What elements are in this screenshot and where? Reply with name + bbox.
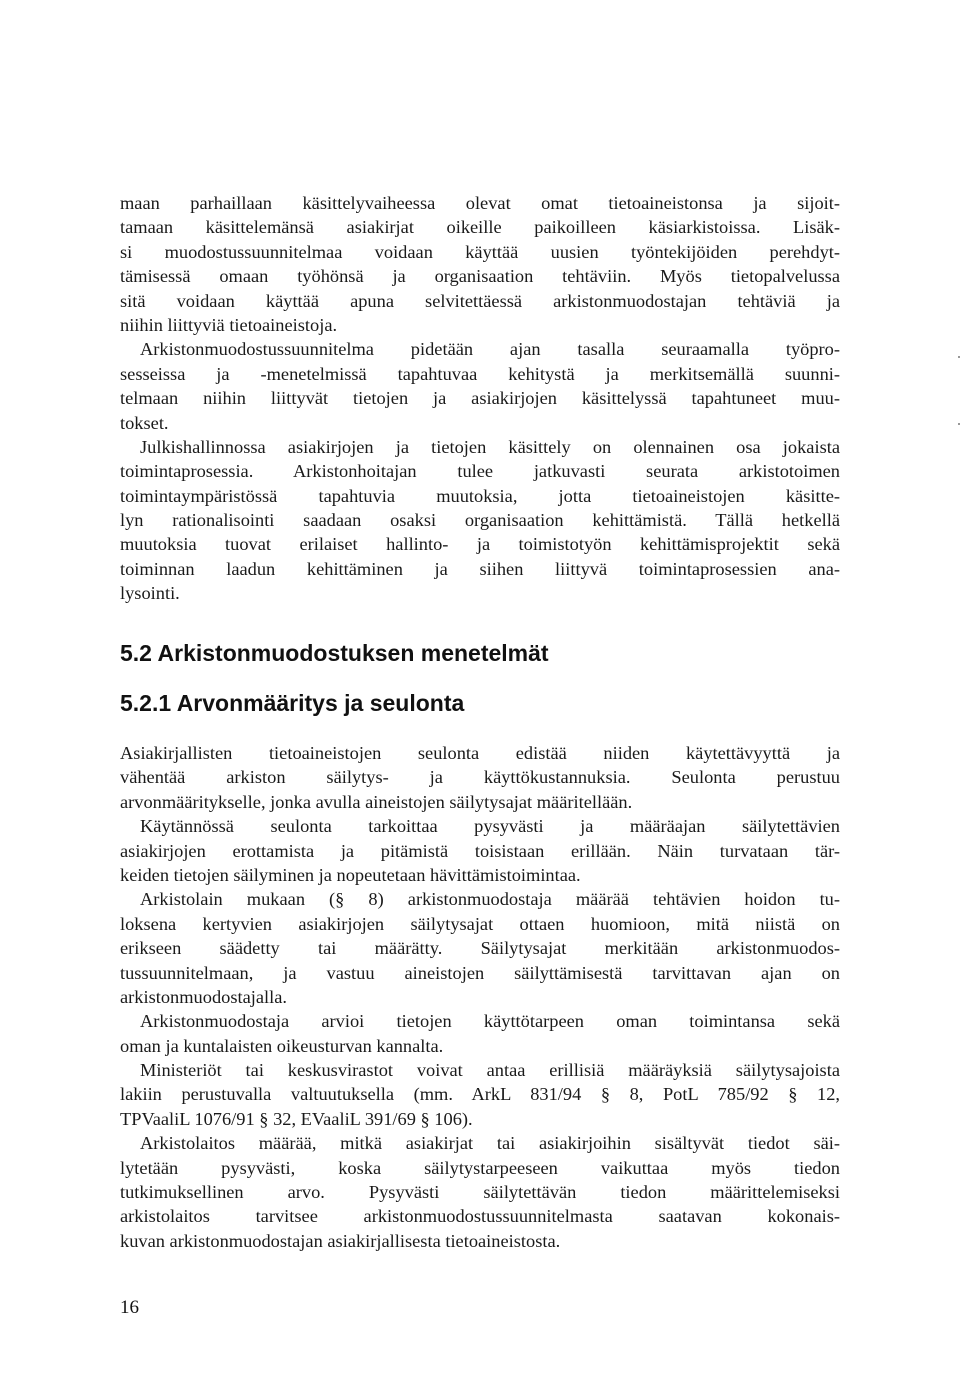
text-line: arkistonmuodostajalla.	[120, 986, 288, 1007]
text-line: telmaan niihin liittyvät tietojen ja asiakirjojen käsittelyssä tapahtuneet muu-	[120, 388, 840, 409]
text-line: tamaan käsittelemänsä asiakirjat oikeille paikoilleen käsiarkistoissa. Lisäk-	[120, 217, 840, 238]
text-line: niihin liittyviä tietoaineistoja.	[120, 314, 338, 335]
text-line: loksena kertyvien asiakirjojen säilytysajat ottaen huomioon, mitä niistä on	[120, 913, 840, 934]
text-line: vähentää arkiston säilytys- ja käyttökustannuksia. Seulonta perustuu	[120, 767, 840, 788]
text-line: toiminnan laadun kehittäminen ja siihen liittyvä toimintaprosessien ana-	[120, 558, 840, 579]
text-line: lyn rationalisointi saadaan osaksi organisaation kehittämistä. Tällä hetkellä	[120, 510, 840, 531]
paragraph	[120, 1058, 840, 1131]
text-line: tämisessä omaan työhönsä ja organisaation tehtäviin. Myös tietopalvelussa	[120, 266, 840, 287]
text-line: tutkimuksellinen arvo. Pysyvästi säilytettävän tiedon määrittelemiseksi	[120, 1182, 840, 1203]
paragraph	[120, 741, 840, 814]
text-line: lysointi.	[120, 583, 180, 604]
paragraph	[120, 1131, 840, 1253]
text-line: Käytännössä seulonta tarkoittaa pysyvästi ja määräajan säilytettävien	[140, 816, 840, 837]
text-line: Ministeriöt tai keskusvirastot voivat antaa erillisiä määräyksiä säilytysajoista	[140, 1060, 840, 1081]
text-line: si muodostussuunnitelmaa voidaan käyttää uusien työntekijöiden perehdyt-	[120, 241, 840, 262]
text-line: muutoksia tuovat erilaiset hallinto- ja toimistotyön kehittämisprojektit sekä	[120, 534, 840, 555]
paragraph	[120, 1009, 840, 1058]
text-line: asiakirjojen erottamista ja pitämistä toisistaan erillään. Näin turvataan tär-	[120, 840, 840, 861]
text-line: toimintaympäristössä tapahtuvia muutoksia, jotta tietoaineistojen käsitte-	[120, 485, 840, 506]
body-text-top	[120, 191, 840, 606]
section-heading: 5.2 Arkistonmuodostuksen menetelmät	[120, 640, 549, 666]
text-line: toimintaprosessia. Arkistonhoitajan tulee jatkuvasti seurata arkistotoimen	[120, 461, 840, 482]
text-line: sesseissa ja -menetelmissä tapahtuvaa kehitystä ja merkitsemällä suunni-	[120, 363, 840, 384]
text-line: kuvan arkistonmuodostajan asiakirjallisesta tietoaineistosta.	[120, 1230, 561, 1251]
paragraph	[120, 191, 840, 337]
text-line: TPVaaliL 1076/91 § 32, EVaaliL 391/69 § 106).	[120, 1108, 473, 1129]
paragraph	[120, 814, 840, 887]
text-line: tokset.	[120, 412, 169, 433]
paragraph	[120, 887, 840, 1009]
text-line: Arkistonmuodostaja arvioi tietojen käyttötarpeen oman toimintansa sekä	[140, 1011, 840, 1032]
text-line: lakiin perustuvalla valtuutuksella (mm. ArkL 831/94 § 8, PotL 785/92 § 12,	[120, 1084, 840, 1105]
body-text-bottom	[120, 741, 840, 1253]
text-line: tussuunnitelmaan, ja vastuu aineistojen säilyttämisestä tarvittavan ajan on	[120, 962, 840, 983]
page-number: 16	[120, 1297, 139, 1318]
subsection-heading: 5.2.1 Arvonmääritys ja seulonta	[120, 690, 465, 716]
text-line: Julkishallinnossa asiakirjojen ja tietojen käsittely on olennainen osa jokaista	[140, 436, 840, 457]
text-line: lytetään pysyvästi, koska säilytystarpeeseen vaikuttaa myös tiedon	[120, 1157, 840, 1178]
text-line: oman ja kuntalaisten oikeusturvan kannalta.	[120, 1035, 444, 1056]
text-line: maan parhaillaan käsittelyvaiheessa olevat omat tietoaineistonsa ja sijoit-	[120, 193, 840, 213]
text-line: keiden tietojen säilyminen ja nopeutetaan hävittämistoimintaa.	[120, 864, 581, 885]
text-line: Arkistolain mukaan (§ 8) arkistonmuodostaja määrää tehtävien hoidon tu-	[140, 889, 840, 910]
text-line: Asiakirjallisten tietoaineistojen seulonta edistää niiden käytettävyyttä ja	[120, 743, 840, 763]
text-line: sitä voidaan käyttää apuna selvitettäessä arkistonmuodostajan tehtäviä ja	[120, 290, 840, 311]
text-line: arkistolaitos tarvitsee arkistonmuodostussuunnitelmasta saatavan kokonais-	[120, 1206, 840, 1227]
paragraph	[120, 337, 840, 435]
text-line: arvonmääritykselle, jonka avulla aineistojen säilytysajat määritellään.	[120, 791, 633, 812]
text-line: Arkistolaitos määrää, mitkä asiakirjat tai asiakirjoihin sisältyvät tiedot säi-	[140, 1133, 840, 1154]
text-line: erikseen säädetty tai määrätty. Säilytysajat merkitään arkistonmuodos-	[120, 938, 840, 959]
text-line: Arkistonmuodostussuunnitelma pidetään ajan tasalla seuraamalla työpro-	[140, 339, 840, 360]
paragraph	[120, 435, 840, 606]
